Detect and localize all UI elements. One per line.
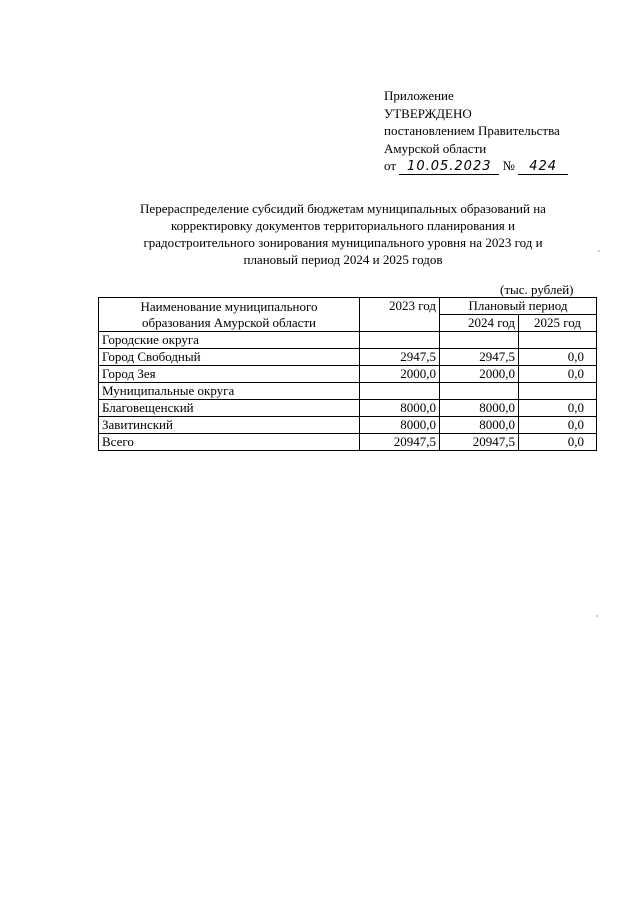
cell-2023: 2947,5 <box>360 349 440 366</box>
table-row <box>99 349 597 366</box>
title-line-1: Перераспределение субсидий бюджетам муниципальных образований на <box>140 201 546 216</box>
approval-approved: УТВЕРЖДЕНО <box>384 105 472 121</box>
cell-2024: 2947,5 <box>440 349 519 366</box>
cell-2024: 8000,0 <box>440 400 519 417</box>
cell-2024: 20947,5 <box>440 434 519 451</box>
cell-2023: 20947,5 <box>360 434 440 451</box>
from-label: от <box>384 158 397 173</box>
subsidy-table <box>98 297 597 451</box>
cell-name: Завитинский <box>99 417 360 434</box>
table-row <box>99 332 597 349</box>
cell-2025: 0,0 <box>519 349 597 366</box>
cell-name: Город Свободный <box>99 349 360 366</box>
cell-2023 <box>360 383 440 400</box>
cell-2025: 0,0 <box>519 400 597 417</box>
cell-2025: 0,0 <box>519 417 597 434</box>
document-title <box>100 200 586 268</box>
handwritten-date: 10.05.2023 <box>399 160 499 175</box>
table-body <box>99 332 597 451</box>
cell-2024 <box>440 332 519 349</box>
header-name-line-1: Наименование муниципального <box>140 298 318 314</box>
header-planned-period: Плановый период <box>440 298 597 315</box>
cell-2023 <box>360 332 440 349</box>
cell-2025: 0,0 <box>519 434 597 451</box>
cell-name: Город Зея <box>99 366 360 383</box>
number-label: № <box>502 158 515 173</box>
table-row <box>99 417 597 434</box>
table-row <box>99 366 597 383</box>
scan-speck <box>598 250 600 252</box>
unit-label: (тыс. рублей) <box>500 282 574 297</box>
cell-2023: 8000,0 <box>360 400 440 417</box>
approval-region: Амурской области <box>384 140 487 156</box>
cell-2025 <box>519 383 597 400</box>
approval-date-number-line <box>384 157 568 175</box>
cell-2025 <box>519 332 597 349</box>
title-line-2: корректировку документов территориального планирования и <box>170 218 515 233</box>
approval-resolution: постановлением Правительства <box>384 123 560 138</box>
cell-2023: 2000,0 <box>360 366 440 383</box>
title-line-3: градостроительного зонирования муниципального уровня на 2023 год и <box>143 235 543 250</box>
header-row-1 <box>99 298 597 315</box>
table-row <box>99 400 597 417</box>
cell-name: Муниципальные округа <box>99 383 360 400</box>
table-row <box>99 434 597 451</box>
cell-2024: 8000,0 <box>440 417 519 434</box>
cell-2024 <box>440 383 519 400</box>
approval-block <box>384 87 568 175</box>
cell-2023: 8000,0 <box>360 417 440 434</box>
approval-appendix: Приложение <box>384 88 454 103</box>
handwritten-number: 424 <box>518 160 568 175</box>
cell-name: Городские округа <box>99 332 360 349</box>
header-name-line-2: образования Амурской области <box>141 314 317 330</box>
cell-2024: 2000,0 <box>440 366 519 383</box>
cell-name: Благовещенский <box>99 400 360 417</box>
cell-2025: 0,0 <box>519 366 597 383</box>
cell-name: Всего <box>99 434 360 451</box>
table-row <box>99 383 597 400</box>
header-2023: 2023 год <box>360 298 440 332</box>
header-name <box>99 298 360 332</box>
scan-speck <box>596 615 598 617</box>
header-2024: 2024 год <box>440 315 519 332</box>
header-2025: 2025 год <box>519 315 597 332</box>
title-line-4: плановый период 2024 и 2025 годов <box>243 252 443 267</box>
